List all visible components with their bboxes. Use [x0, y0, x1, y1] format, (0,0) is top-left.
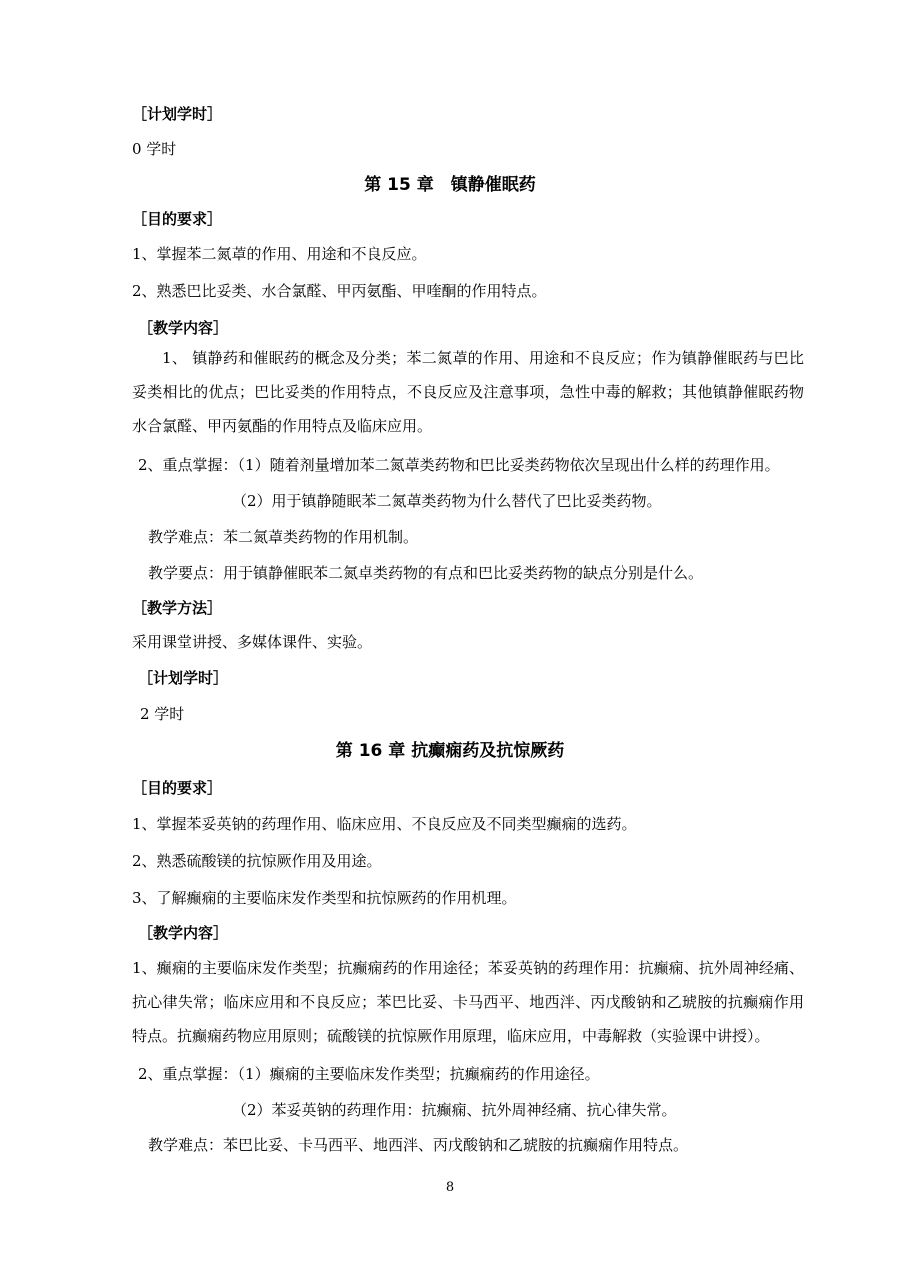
- ch15-difficulty: 教学难点：苯二氮䓬类药物的作用机制。: [148, 528, 419, 546]
- ch16-goal-3: 3、了解癫痫的主要临床发作类型和抗惊厥药的作用机理。: [132, 889, 517, 907]
- ch16-difficulty: 教学难点：苯巴比妥、卡马西平、地西泮、丙戊酸钠和乙琥胺的抗癫痫作用特点。: [148, 1136, 689, 1154]
- ch16-content-heading: ［教学内容］: [138, 924, 229, 942]
- ch16-goals-heading: ［目的要求］: [132, 779, 223, 797]
- ch15-content-heading: ［教学内容］: [138, 319, 229, 337]
- ch15-content-paragraph: 1、 镇静药和催眠药的概念及分类；苯二氮䓬的作用、用途和不良反应；作为镇静催眠药与巴比妥类相比的优点；巴比妥类的作用特点，不良反应及注意事项，急性中毒的解救；其他镇静催眠药物水合氯醛、甲丙氨酯的作用特点及临床应用。: [132, 349, 804, 435]
- ch15-goal-2: 2、熟悉巴比妥类、水合氯醛、甲丙氨酯、甲喹酮的作用特点。: [132, 282, 547, 300]
- page-number: 8: [445, 1180, 455, 1195]
- ch15-goals-heading: ［目的要求］: [132, 210, 223, 228]
- ch16-key-point-2: （2）苯妥英钠的药理作用：抗癫痫、抗外周神经痛、抗心律失常。: [232, 1101, 677, 1119]
- ch15-goal-1: 1、掌握苯二氮䓬的作用、用途和不良反应。: [132, 245, 427, 263]
- ch16-content-paragraph: 1、癫痫的主要临床发作类型；抗癫痫药的作用途径；苯妥英钠的药理作用：抗癫痫、抗外周神经痛、抗心律失常；临床应用和不良反应；苯巴比妥、卡马西平、地西泮、丙戊酸钠和乙琥胺的抗癫痫作用特点。抗癫痫药物应用原则；硫酸镁的抗惊厥作用原理，临床应用，中毒解救（实验课中讲授）。: [132, 959, 804, 1045]
- ch15-method-heading: ［教学方法］: [132, 599, 223, 617]
- chapter-15-title: 第 15 章 镇静催眠药: [364, 175, 536, 195]
- ch15-essentials: 教学要点：用于镇静催眠苯二氮卓类药物的有点和巴比妥类药物的缺点分别是什么。: [148, 564, 704, 582]
- plan-hours-value: 0 学时: [132, 140, 177, 158]
- ch15-method: 采用课堂讲授、多媒体课件、实验。: [132, 633, 373, 651]
- ch16-key-point-1: 2、重点掌握：（1）癫痫的主要临床发作类型；抗癫痫药的作用途径。: [138, 1065, 600, 1083]
- ch16-goal-1: 1、掌握苯妥英钠的药理作用、临床应用、不良反应及不同类型癫痫的选药。: [132, 815, 637, 833]
- ch15-key-point-1: 2、重点掌握：（1）随着剂量增加苯二氮䓬类药物和巴比妥类药物依次呈现出什么样的药理作用。: [138, 456, 780, 474]
- ch15-key-point-2: （2）用于镇静随眠苯二氮䓬类药物为什么替代了巴比妥类药物。: [232, 492, 662, 510]
- plan-hours-heading: ［计划学时］: [132, 105, 223, 123]
- chapter-16-title: 第 16 章 抗癫痫药及抗惊厥药: [335, 741, 565, 761]
- ch16-goal-2: 2、熟悉硫酸镁的抗惊厥作用及用途。: [132, 852, 382, 870]
- ch15-plan-value: 2 学时: [140, 705, 185, 723]
- ch15-plan-heading: ［计划学时］: [138, 669, 229, 687]
